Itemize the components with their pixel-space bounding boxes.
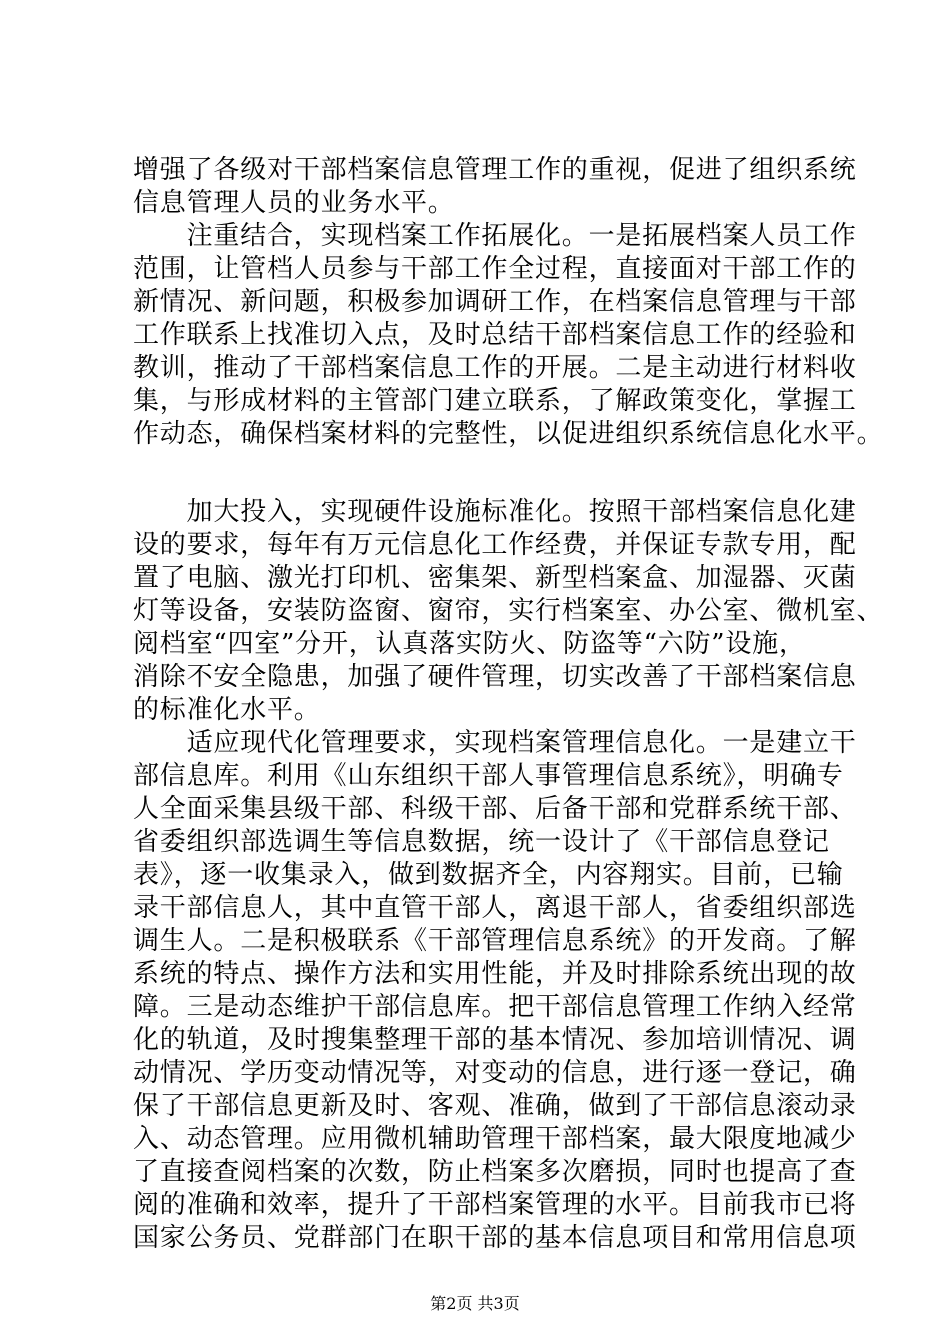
text-line: 设的要求，每年有万元信息化工作经费，并保证专款专用，配 — [133, 530, 857, 560]
text-line: 阅的准确和效率，提升了干部档案管理的水平。目前我市已将 — [133, 1190, 857, 1220]
text-line: 人全面采集县级干部、科级干部、后备干部和党群系统干部、 — [133, 794, 857, 824]
text-line: 调生人。二是积极联系《干部管理信息系统》的开发商。了解 — [133, 926, 857, 956]
text-line: 增强了各级对干部档案信息管理工作的重视，促进了组织系统 — [133, 155, 857, 185]
text-line: 阅档室“四室”分开，认真落实防火、防盗等“六防”设施， — [133, 629, 806, 659]
text-line: 障。三是动态维护干部信息库。把干部信息管理工作纳入经常 — [133, 992, 857, 1022]
text-line: 动情况、学历变动情况等，对变动的信息，进行逐一登记，确 — [133, 1058, 857, 1088]
text-line: 入、动态管理。应用微机辅助管理干部档案，最大限度地减少 — [133, 1124, 857, 1154]
text-line: 省委组织部选调生等信息数据，统一设计了《干部信息登记 — [133, 827, 830, 857]
text-line: 信息管理人员的业务水平。 — [133, 188, 455, 218]
text-line: 作动态，确保档案材料的完整性，以促进组织系统信息化水平。 — [133, 419, 884, 449]
text-line: 集，与形成材料的主管部门建立联系，了解政策变化，掌握工 — [133, 386, 857, 416]
text-line: 教训，推动了干部档案信息工作的开展。二是主动进行材料收 — [133, 353, 857, 383]
text-line: 系统的特点、操作方法和实用性能，并及时排除系统出现的故 — [133, 959, 857, 989]
text-line: 范围，让管档人员参与干部工作全过程，直接面对干部工作的 — [133, 254, 857, 284]
text-line: 部信息库。利用《山东组织干部人事管理信息系统》，明确专 — [133, 761, 844, 791]
text-line: 消除不安全隐患，加强了硬件管理，切实改善了干部档案信息 — [133, 662, 857, 692]
text-line: 的标准化水平。 — [133, 695, 321, 725]
text-line: 保了干部信息更新及时、客观、准确，做到了干部信息滚动录 — [133, 1091, 857, 1121]
text-line: 化的轨道，及时搜集整理干部的基本情况、参加培训情况、调 — [133, 1025, 857, 1055]
text-line: 了直接查阅档案的次数，防止档案多次磨损，同时也提高了查 — [133, 1157, 857, 1187]
text-line: 工作联系上找准切入点，及时总结干部档案信息工作的经验和 — [133, 320, 857, 350]
text-line: 注重结合，实现档案工作拓展化。一是拓展档案人员工作 — [133, 221, 857, 251]
text-line: 置了电脑、激光打印机、密集架、新型档案盒、加湿器、灭菌 — [133, 563, 857, 593]
text-line: 新情况、新问题，积极参加调研工作，在档案信息管理与干部 — [133, 287, 857, 317]
text-line: 表》，逐一收集录入，做到数据齐全，内容翔实。目前，已输 — [133, 860, 844, 890]
text-line: 国家公务员、党群部门在职干部的基本信息项目和常用信息项 — [133, 1223, 857, 1253]
page-footer: 第2页 共3页 — [430, 1294, 520, 1313]
text-line: 灯等设备，安装防盗窗、窗帘，实行档案室、办公室、微机室、 — [133, 596, 884, 626]
text-line: 加大投入，实现硬件设施标准化。按照干部档案信息化建 — [133, 497, 857, 527]
text-line: 录干部信息人，其中直管干部人，离退干部人，省委组织部选 — [133, 893, 857, 923]
text-line: 适应现代化管理要求，实现档案管理信息化。一是建立干 — [133, 728, 857, 758]
